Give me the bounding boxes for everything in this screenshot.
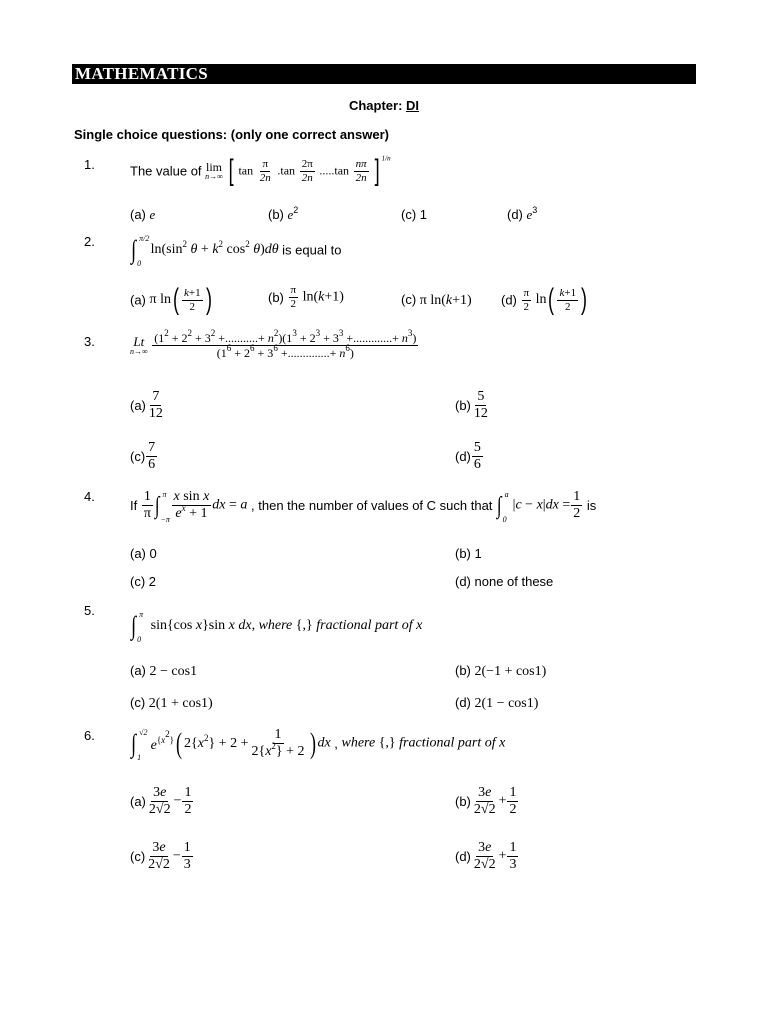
q1-right-bracket: ] bbox=[374, 154, 380, 187]
q1-limit: lim n→∞ bbox=[205, 160, 223, 181]
q2-option-a[interactable]: (a) π ln( $\frac{k+1}{2}$ ) bbox=[130, 283, 212, 316]
question-2-number: 2. bbox=[84, 234, 95, 249]
q2-suffix: is equal to bbox=[282, 242, 342, 258]
q4-option-c[interactable]: (c) 2 bbox=[130, 574, 156, 589]
question-6-number: 6. bbox=[84, 728, 95, 743]
q2-option-d[interactable]: (d) $\frac{\pi}{2}$ ln( $\frac{k+1}{2}$ ) bbox=[501, 283, 588, 316]
subject-title: MATHEMATICS bbox=[75, 64, 209, 83]
q1-frac-1: $\frac{\pi}{2n}$ bbox=[259, 157, 271, 184]
q1-prefix: The value of bbox=[130, 163, 202, 179]
question-2-text: ∫ π/2 0 $\ln(\sin^2$ $\theta + k^2$ $\cos^2 \theta)d\theta$ is equal to bbox=[131, 234, 342, 268]
q1-frac-3: $\frac{n\pi}{2n}$ bbox=[355, 157, 367, 184]
q2-option-b[interactable]: (b) $\frac{\pi}{2}$ ln(k+1) bbox=[268, 284, 344, 310]
q4-option-a[interactable]: (a) 0 bbox=[130, 546, 157, 561]
q1-left-bracket: [ bbox=[228, 154, 234, 187]
q6-option-b[interactable]: (b) $\frac{3e}{2√2}$ + $\frac{1}{2}$ bbox=[455, 785, 517, 817]
q3-option-c[interactable]: (c) $\frac{7}{6}$ bbox=[130, 440, 156, 472]
q5-option-b[interactable]: (b) 2(−1 + cos1) bbox=[455, 663, 547, 679]
q4-option-d[interactable]: (d) none of these bbox=[455, 574, 554, 589]
q5-option-d[interactable]: (d) 2(1 − cos1) bbox=[455, 695, 539, 711]
q6-option-a[interactable]: (a) $\frac{3e}{2√2}$ − $\frac{1}{2}$ bbox=[130, 785, 192, 817]
question-1-number: 1. bbox=[84, 157, 95, 172]
question-4-text: If $\frac{1}{\pi}$ ∫ π −π $\frac{\text{x sin x}}{e^x + 1}$ dx = a , then the number of values of C such that ∫ a 0 |c − x|dx = $\frac{1}{2}$ is bbox=[130, 489, 597, 524]
q6-option-d[interactable]: (d) $\frac{3e}{2√2}$ + $\frac{1}{3}$ bbox=[455, 840, 517, 872]
q5-option-c[interactable]: (c) 2(1 + cos1) bbox=[130, 695, 213, 711]
q1-frac-2: $\frac{2\pi}{2n}$ bbox=[301, 157, 313, 184]
chapter-name: DI bbox=[406, 98, 420, 113]
question-6-text: ∫ √2 1 $e^{\{x^2\}}$( $2\{x^2\} + 2$ + $\frac{1}{2\{x^2\} + 2}$ ) dx , where {,} fractional part of x bbox=[131, 726, 506, 762]
integral-sign-icon: ∫ bbox=[131, 235, 137, 264]
q1-option-d[interactable]: (d) $e^3$ bbox=[507, 205, 538, 222]
q3-option-a[interactable]: (a) $\frac{7}{12}$ bbox=[130, 389, 163, 421]
q6-option-c[interactable]: (c) $\frac{3e}{2√2}$ − $\frac{1}{3}$ bbox=[130, 840, 191, 872]
chapter-label: Chapter: bbox=[348, 98, 403, 113]
subject-header-bar bbox=[72, 64, 696, 84]
question-3-text: Lt n→∞ ($1^2 + 2^2 + 3^2$ +...........+ $n^2)(1^3 + 2^3 + 3^3$ +.............+ $n^3$) ($1^6 + 2^6 + 3^6$ +..............+ $n^6$) bbox=[130, 328, 417, 360]
q5-option-a[interactable]: (a) 2 − cos1 bbox=[130, 663, 198, 679]
question-1-text: The value of lim n→∞ [ tan $\frac{\pi}{2n}$ .tan $\frac{2\pi}{2n}$ .....tan $\frac{n\pi}{2n}$ ] $^{1/n}$ bbox=[130, 154, 391, 187]
q2-option-c[interactable]: (c) π ln(k+1) bbox=[401, 292, 472, 308]
question-4-number: 4. bbox=[84, 489, 95, 504]
q4-option-b[interactable]: (b) 1 bbox=[455, 546, 482, 561]
q1-option-b[interactable]: (b) $e^2$ bbox=[268, 205, 299, 222]
q1-option-c[interactable]: (c) 1 bbox=[401, 207, 427, 222]
q3-option-b[interactable]: (b) $\frac{5}{12}$ bbox=[455, 389, 488, 421]
question-3-number: 3. bbox=[84, 334, 95, 349]
question-5-number: 5. bbox=[84, 603, 95, 618]
question-5-text: ∫ π 0 sin{cos x}sin x dx, where {,} fractional part of x bbox=[131, 610, 423, 644]
chapter-heading bbox=[0, 98, 768, 113]
q3-option-d[interactable]: (d) $\frac{5}{6}$ bbox=[455, 440, 481, 472]
q1-option-a[interactable]: (a) e bbox=[130, 207, 156, 222]
section-title: Single choice questions: (only one correct answer) bbox=[74, 127, 389, 142]
